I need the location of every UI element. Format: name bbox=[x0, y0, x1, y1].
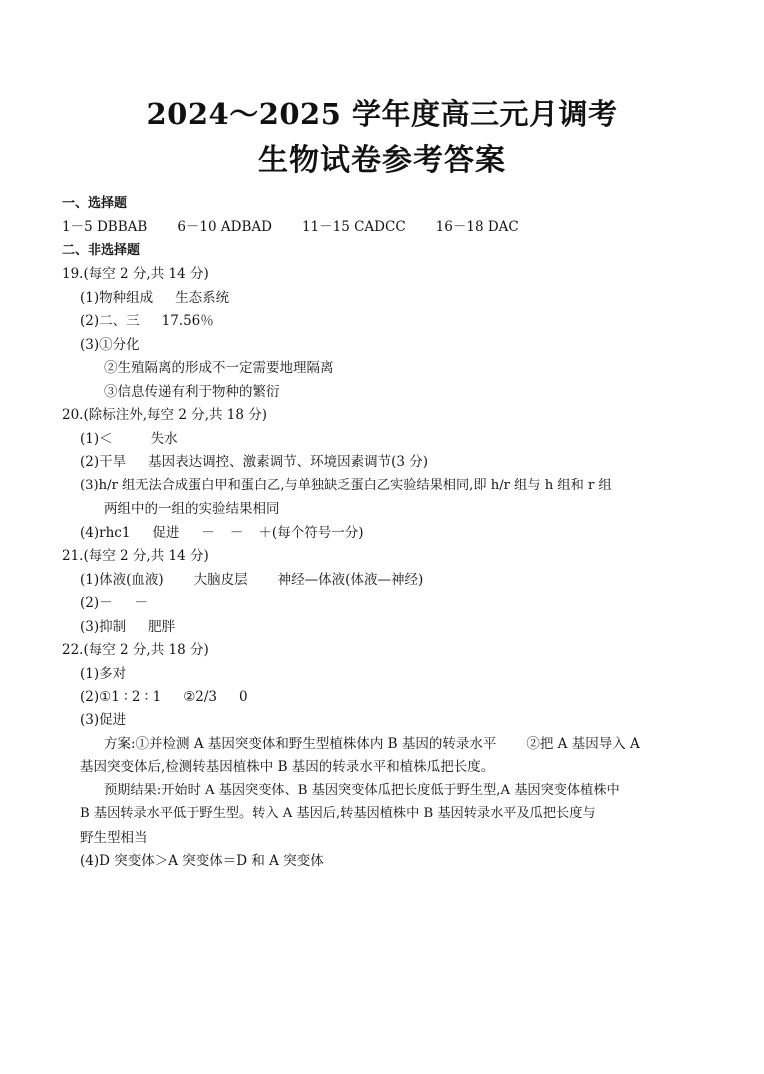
q22-result-line-1: 预期结果:开始时 A 基因突变体、B 基因突变体瓜把长度低于野生型,A 基因突变体植株中 bbox=[104, 783, 620, 798]
q20-answer-1-part-2: 失水 bbox=[150, 431, 178, 447]
q22-plan-part-1: 方案:①并检测 A 基因突变体和野生型植株体内 B 基因的转录水平 bbox=[104, 736, 497, 752]
q21-answer-2 bbox=[80, 595, 148, 611]
title-line-2: 生物试卷参考答案 bbox=[258, 143, 506, 178]
q21-answer-3-part-1: (3)抑制 bbox=[80, 619, 127, 635]
q20-answer-2-part-1: (2)干旱 bbox=[80, 454, 127, 470]
q21-answer-1 bbox=[80, 572, 423, 588]
section-heading-nonchoice: 二、非选择题 bbox=[62, 243, 141, 258]
q19-answer-1 bbox=[80, 290, 229, 306]
choice-answers-row bbox=[62, 219, 519, 235]
q19-heading: 19.(每空 2 分,共 14 分) bbox=[62, 266, 209, 282]
q20-answer-4-sign-1: － bbox=[201, 525, 215, 541]
q20-answer-4-sign-2: － bbox=[229, 525, 244, 541]
q21-heading: 21.(每空 2 分,共 14 分) bbox=[62, 548, 209, 564]
q21-answer-1-part-2: 大脑皮层 bbox=[193, 572, 248, 588]
q22-plan-part-2: ②把 A 基因导入 A bbox=[526, 736, 640, 752]
q20-answer-4-part-2: 促进 bbox=[152, 525, 180, 541]
q21-answer-3-part-2: 肥胖 bbox=[148, 619, 176, 635]
q22-answer-1: (1)多对 bbox=[80, 666, 127, 682]
q20-answer-1 bbox=[80, 431, 178, 447]
q19-answer-3-3: ③信息传递有利于物种的繁衍 bbox=[104, 384, 280, 400]
q20-heading: 20.(除标注外,每空 2 分,共 18 分) bbox=[62, 407, 268, 423]
q22-answer-2 bbox=[80, 689, 248, 705]
q20-answer-4-sign-3: ＋(每个符号一分) bbox=[258, 525, 364, 541]
q19-answer-2-part-1: (2)二、三 bbox=[80, 313, 140, 329]
choice-answers-3: 11－15 CADCC bbox=[301, 219, 406, 235]
q19-answer-1-part-2: 生态系统 bbox=[175, 290, 230, 306]
q19-answer-3-1: (3)①分化 bbox=[80, 337, 140, 353]
choice-answers-2: 6－10 ADBAD bbox=[177, 219, 272, 235]
q20-answer-4 bbox=[80, 525, 363, 541]
q22-plan-line-2: 基因突变体后,检测转基因植株中 B 基因的转录水平和植株瓜把长度。 bbox=[80, 759, 495, 775]
q19-answer-3-2: ②生殖隔离的形成不一定需要地理隔离 bbox=[104, 360, 334, 376]
q20-answer-3-1: (3)h/r 组无法合成蛋白甲和蛋白乙,与单独缺乏蛋白乙实验结果相同,即 h/r 组与 h 组和 r 组 bbox=[80, 478, 612, 493]
q22-plan-line-1 bbox=[104, 736, 640, 752]
q21-answer-1-part-3: 神经—体液(体液—神经) bbox=[277, 572, 424, 588]
q21-answer-2-part-2: － bbox=[134, 595, 149, 611]
q22-answer-3: (3)促进 bbox=[80, 712, 127, 728]
q22-answer-2-part-1: (2)①1 ∶ 2 ∶ 1 bbox=[80, 689, 162, 705]
choice-answers-1: 1－5 DBBAB bbox=[62, 219, 148, 235]
q22-answer-4: (4)D 突变体＞A 突变体＝D 和 A 突变体 bbox=[80, 853, 324, 869]
q21-answer-2-part-1: (2)－ bbox=[80, 595, 113, 611]
q20-answer-4-part-1: (4)rhc1 bbox=[80, 525, 131, 541]
q22-result-line-2: B 基因转录水平低于野生型。转入 A 基因后,转基因植株中 B 基因转录水平及瓜把长度与 bbox=[80, 806, 596, 821]
q21-answer-3 bbox=[80, 619, 175, 635]
section-heading-choice: 一、选择题 bbox=[62, 196, 128, 211]
q20-answer-3-2: 两组中的一组的实验结果相同 bbox=[104, 501, 280, 517]
q22-answer-2-part-2: ②2/3 bbox=[183, 689, 218, 705]
q22-result-line-3: 野生型相当 bbox=[80, 830, 148, 846]
q19-answer-1-part-1: (1)物种组成 bbox=[80, 290, 154, 306]
q21-answer-1-part-1: (1)体液(血液) bbox=[80, 572, 164, 588]
q20-answer-2 bbox=[80, 454, 428, 470]
q22-answer-2-part-3: 0 bbox=[239, 689, 248, 705]
q20-answer-2-part-2: 基因表达调控、激素调节、环境因素调节(3 分) bbox=[148, 454, 429, 470]
q22-heading: 22.(每空 2 分,共 18 分) bbox=[62, 642, 209, 658]
title-line-1: 2024～2025 学年度高三元月调考 bbox=[146, 97, 618, 131]
choice-answers-4: 16－18 DAC bbox=[435, 219, 519, 235]
q20-answer-1-part-1: (1)＜ bbox=[80, 431, 113, 447]
q19-answer-2-part-2: 17.56％ bbox=[161, 313, 214, 329]
q19-answer-2 bbox=[80, 313, 214, 329]
